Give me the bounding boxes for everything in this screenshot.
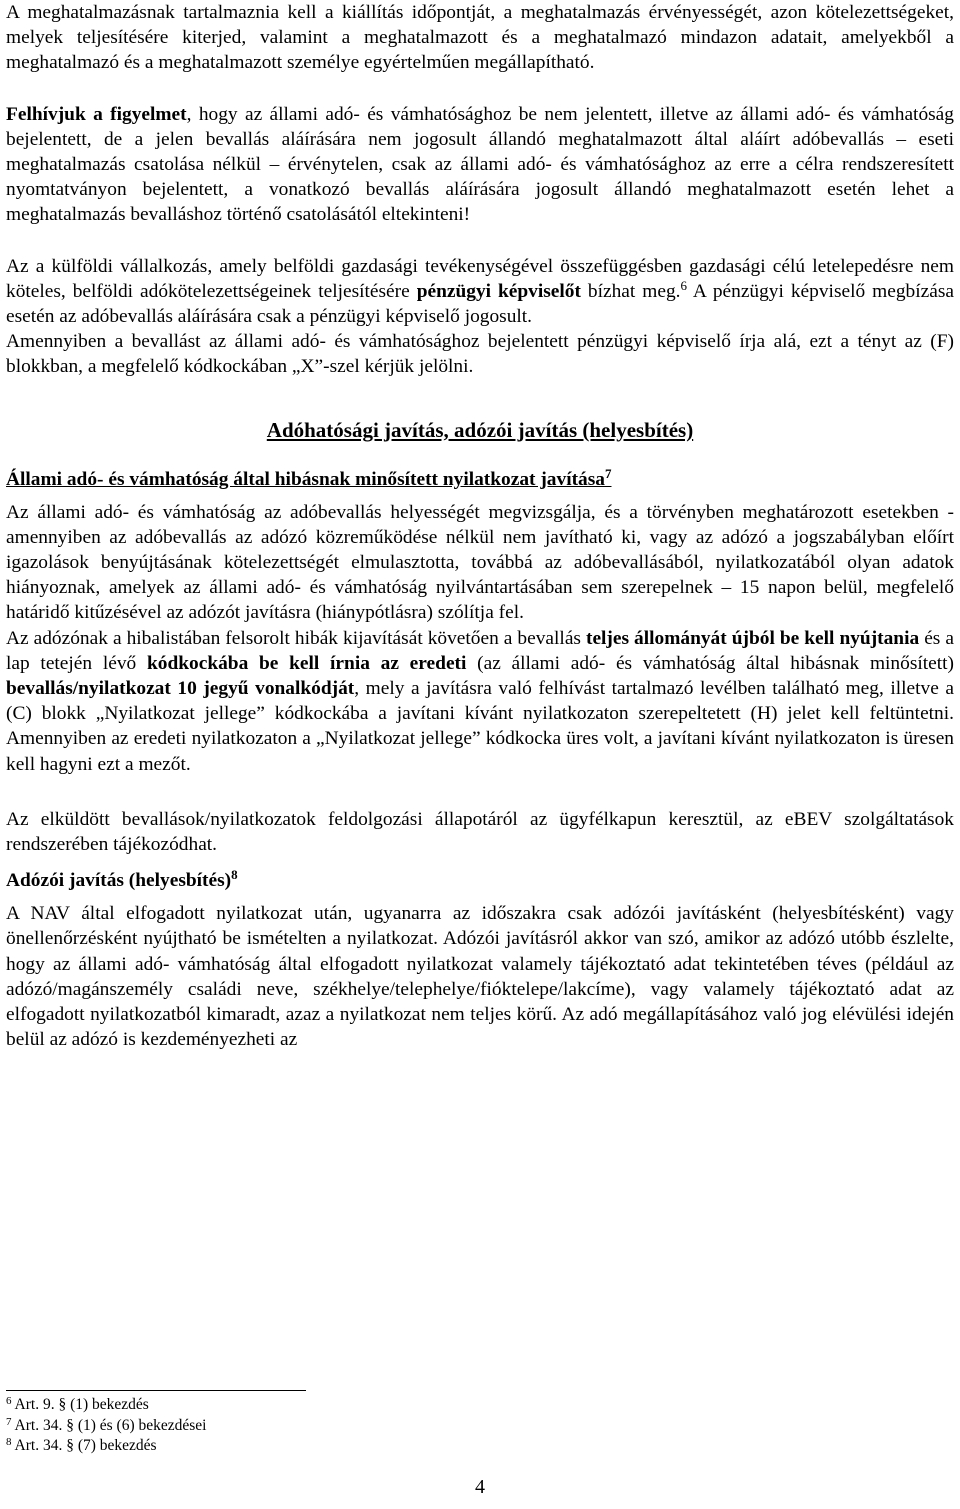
bold-lead: Felhívjuk a figyelmet bbox=[6, 103, 187, 125]
subsection-heading-self-correction bbox=[6, 867, 954, 895]
footnote-number: 7 bbox=[6, 1415, 12, 1428]
paragraph-authorization-content: A meghatalmazásnak tartalmaznia kell a kiállítás időpontját, a meghatalmazás érvényességét, azon kötelezettségeket, melyek teljesítésére kiterjed, valamint a meghatalmazott és a meghatalmazó mindazon adatait, amelyekből a meghatalmazó és a meghatalmazott személye egyértelműen megállapítható. bbox=[6, 2, 954, 74]
text-run: , mely a javításra való felhívást tartalmazó levélben található meg, illetve a (C) blokk „Nyilatkozat jellege” kódkockába a javítani kívánt nyilatkozaton szerepeltetett (H) jelet kell feltüntetni. Amennyiben az eredeti nyilatkozaton a „Nyilatkozat jellege” kódkocka üres volt, a javítani kívánt nyilatkozaton is üresen kell hagyni ezt a mezőt. bbox=[6, 678, 954, 775]
footnote-ref-7: 7 bbox=[604, 465, 612, 481]
page-number: 4 bbox=[475, 1476, 485, 1498]
document-page bbox=[6, 0, 954, 1053]
paragraph-authority-check: Az állami adó- és vámhatóság az adóbevallás helyességét megvizsgálja, és a törvényben meghatározott esetekben - amennyiben az adóbevallás az adózó közreműködése nélkül nem javítható ki, vagy az adózó a jogszabályban előírt igazolások benyújtásának kötelezettségét elmulasztotta, továbbá az adóbevallásából, nyilatkozatából olyan adatok hiányoznak, amelyek az állami adó- és vámhatóság nyilvántartásában sem szerepelnek – 15 napon belül, megfelelő határidő kitűzésével az adózót javításra (hiánypótlásra) szólítja fel. bbox=[6, 501, 954, 624]
heading-text: Állami adó- és vámhatóság által hibásnak minősített nyilatkozat javítása bbox=[6, 468, 605, 490]
footnote-ref-8: 8 bbox=[231, 867, 238, 883]
text-run: és a lap tetején lévő bbox=[6, 627, 954, 674]
text-run: Az adózónak a hibalistában felsorolt hibák kijavítását követően a bevallás bbox=[6, 627, 586, 649]
bold-run: teljes állományát újból be kell nyújtania bbox=[585, 627, 920, 649]
footnote-7 bbox=[6, 1416, 954, 1437]
footnote-number: 8 bbox=[6, 1436, 12, 1448]
paragraph-ebev-status: Az elküldött bevallások/nyilatkozatok feldolgozási állapotáról az ügyfélkapun keresztül, az eBEV szolgáltatások rendszerében tájékozódhat. bbox=[6, 808, 954, 856]
footnote-text: Art. 9. § (1) bekezdés bbox=[14, 1396, 149, 1413]
footnote-divider bbox=[6, 1390, 306, 1391]
paragraph-signature-marking: Amennyiben a bevallást az állami adó- és vámhatósághoz bejelentett pénzügyi képviselő írja alá, ezt a tényt az (F) blokkban, a megfelelő kódkockában „X”-szel kérjük jelölni. bbox=[6, 331, 954, 378]
section-heading-corrections: Adóhatósági javítás, adózói javítás (helyesbítés) bbox=[266, 417, 694, 442]
bold-run: kódkockába be kell írnia az eredeti bbox=[146, 652, 467, 674]
footnote-text: Art. 34. § (7) bekezdés bbox=[14, 1437, 157, 1454]
footnote-6 bbox=[6, 1395, 954, 1416]
paragraph-attention-text: , hogy az állami adó- és vámhatósághoz be nem jelentett, illetve az állami adó- és vámhatóság bejelentett, de a jelen bevallás aláírására nem jogosult állandó meghatalmazott által aláírt adóbevallás – eseti meghatalmazás csatolása nélkül – érvénytelen, csak az állami adó- és vámhatósághoz az erre a célra rendszeresített nyomtatványon bejelentett, a vonatkozó bevallás aláírására jogosult állandó meghatalmazott esetén lehet a meghatalmazás bevalláshoz történő csatolásától eltekinteni! bbox=[6, 103, 954, 226]
paragraph-nav-accepted: A NAV által elfogadott nyilatkozat után, ugyanarra az időszakra csak adózói javításként (helyesbítésként) vagy önellenőrzésként nyújtható be ismételten a nyilatkozat. Adózói javításról akkor van szó, amikor az adózó utóbb észlelte, hogy az állami adó- vámhatóság által elfogadott nyilatkozat valamely tájékoztató adat tekintetében téves (például az adózó/magánszemély családi neve, székhelye/telephelye/fióktelepe/lakcíme), vagy valamely tájékoztató adat az elfogadott nyilatkozatból kimaradt, azaz a nyilatkozat nem teljes körű. Az adó megállapításához való jog elévülési idején belül az adózó is kezdeményezheti az bbox=[6, 903, 954, 1051]
footnote-8 bbox=[6, 1436, 954, 1457]
footnotes bbox=[6, 1390, 954, 1457]
paragraph-attention bbox=[6, 102, 954, 228]
text-run: (az állami adó- és vámhatóság által hibásnak minősített) bbox=[466, 652, 954, 674]
text-run: bízhat meg. bbox=[580, 280, 681, 302]
text-run: A pénzügyi képviselő megbízása esetén az adóbevallás aláírására csak a pénzügyi képviselő jogosult. bbox=[6, 280, 954, 328]
footnote-ref-6: 6 bbox=[680, 277, 688, 293]
paragraph-resubmission bbox=[6, 626, 954, 777]
footnote-text: Art. 34. § (1) és (6) bekezdései bbox=[14, 1416, 207, 1434]
heading-text: Adózói javítás (helyesbítés) bbox=[6, 870, 232, 892]
bold-run: pénzügyi képviselőt bbox=[416, 280, 581, 302]
footnote-number: 6 bbox=[6, 1395, 12, 1407]
paragraph-foreign-company bbox=[6, 254, 954, 330]
text-run: Az a külföldi vállalkozás, amely belföldi gazdasági tevékenységével összefüggésben gazdasági célú letelepedésre nem köteles, belföldi adókötelezettségeinek teljesítésére bbox=[6, 255, 954, 302]
bold-run: bevallás/nyilatkozat 10 jegyű vonalkódját bbox=[6, 678, 355, 700]
subsection-heading-state-correction bbox=[6, 466, 954, 494]
